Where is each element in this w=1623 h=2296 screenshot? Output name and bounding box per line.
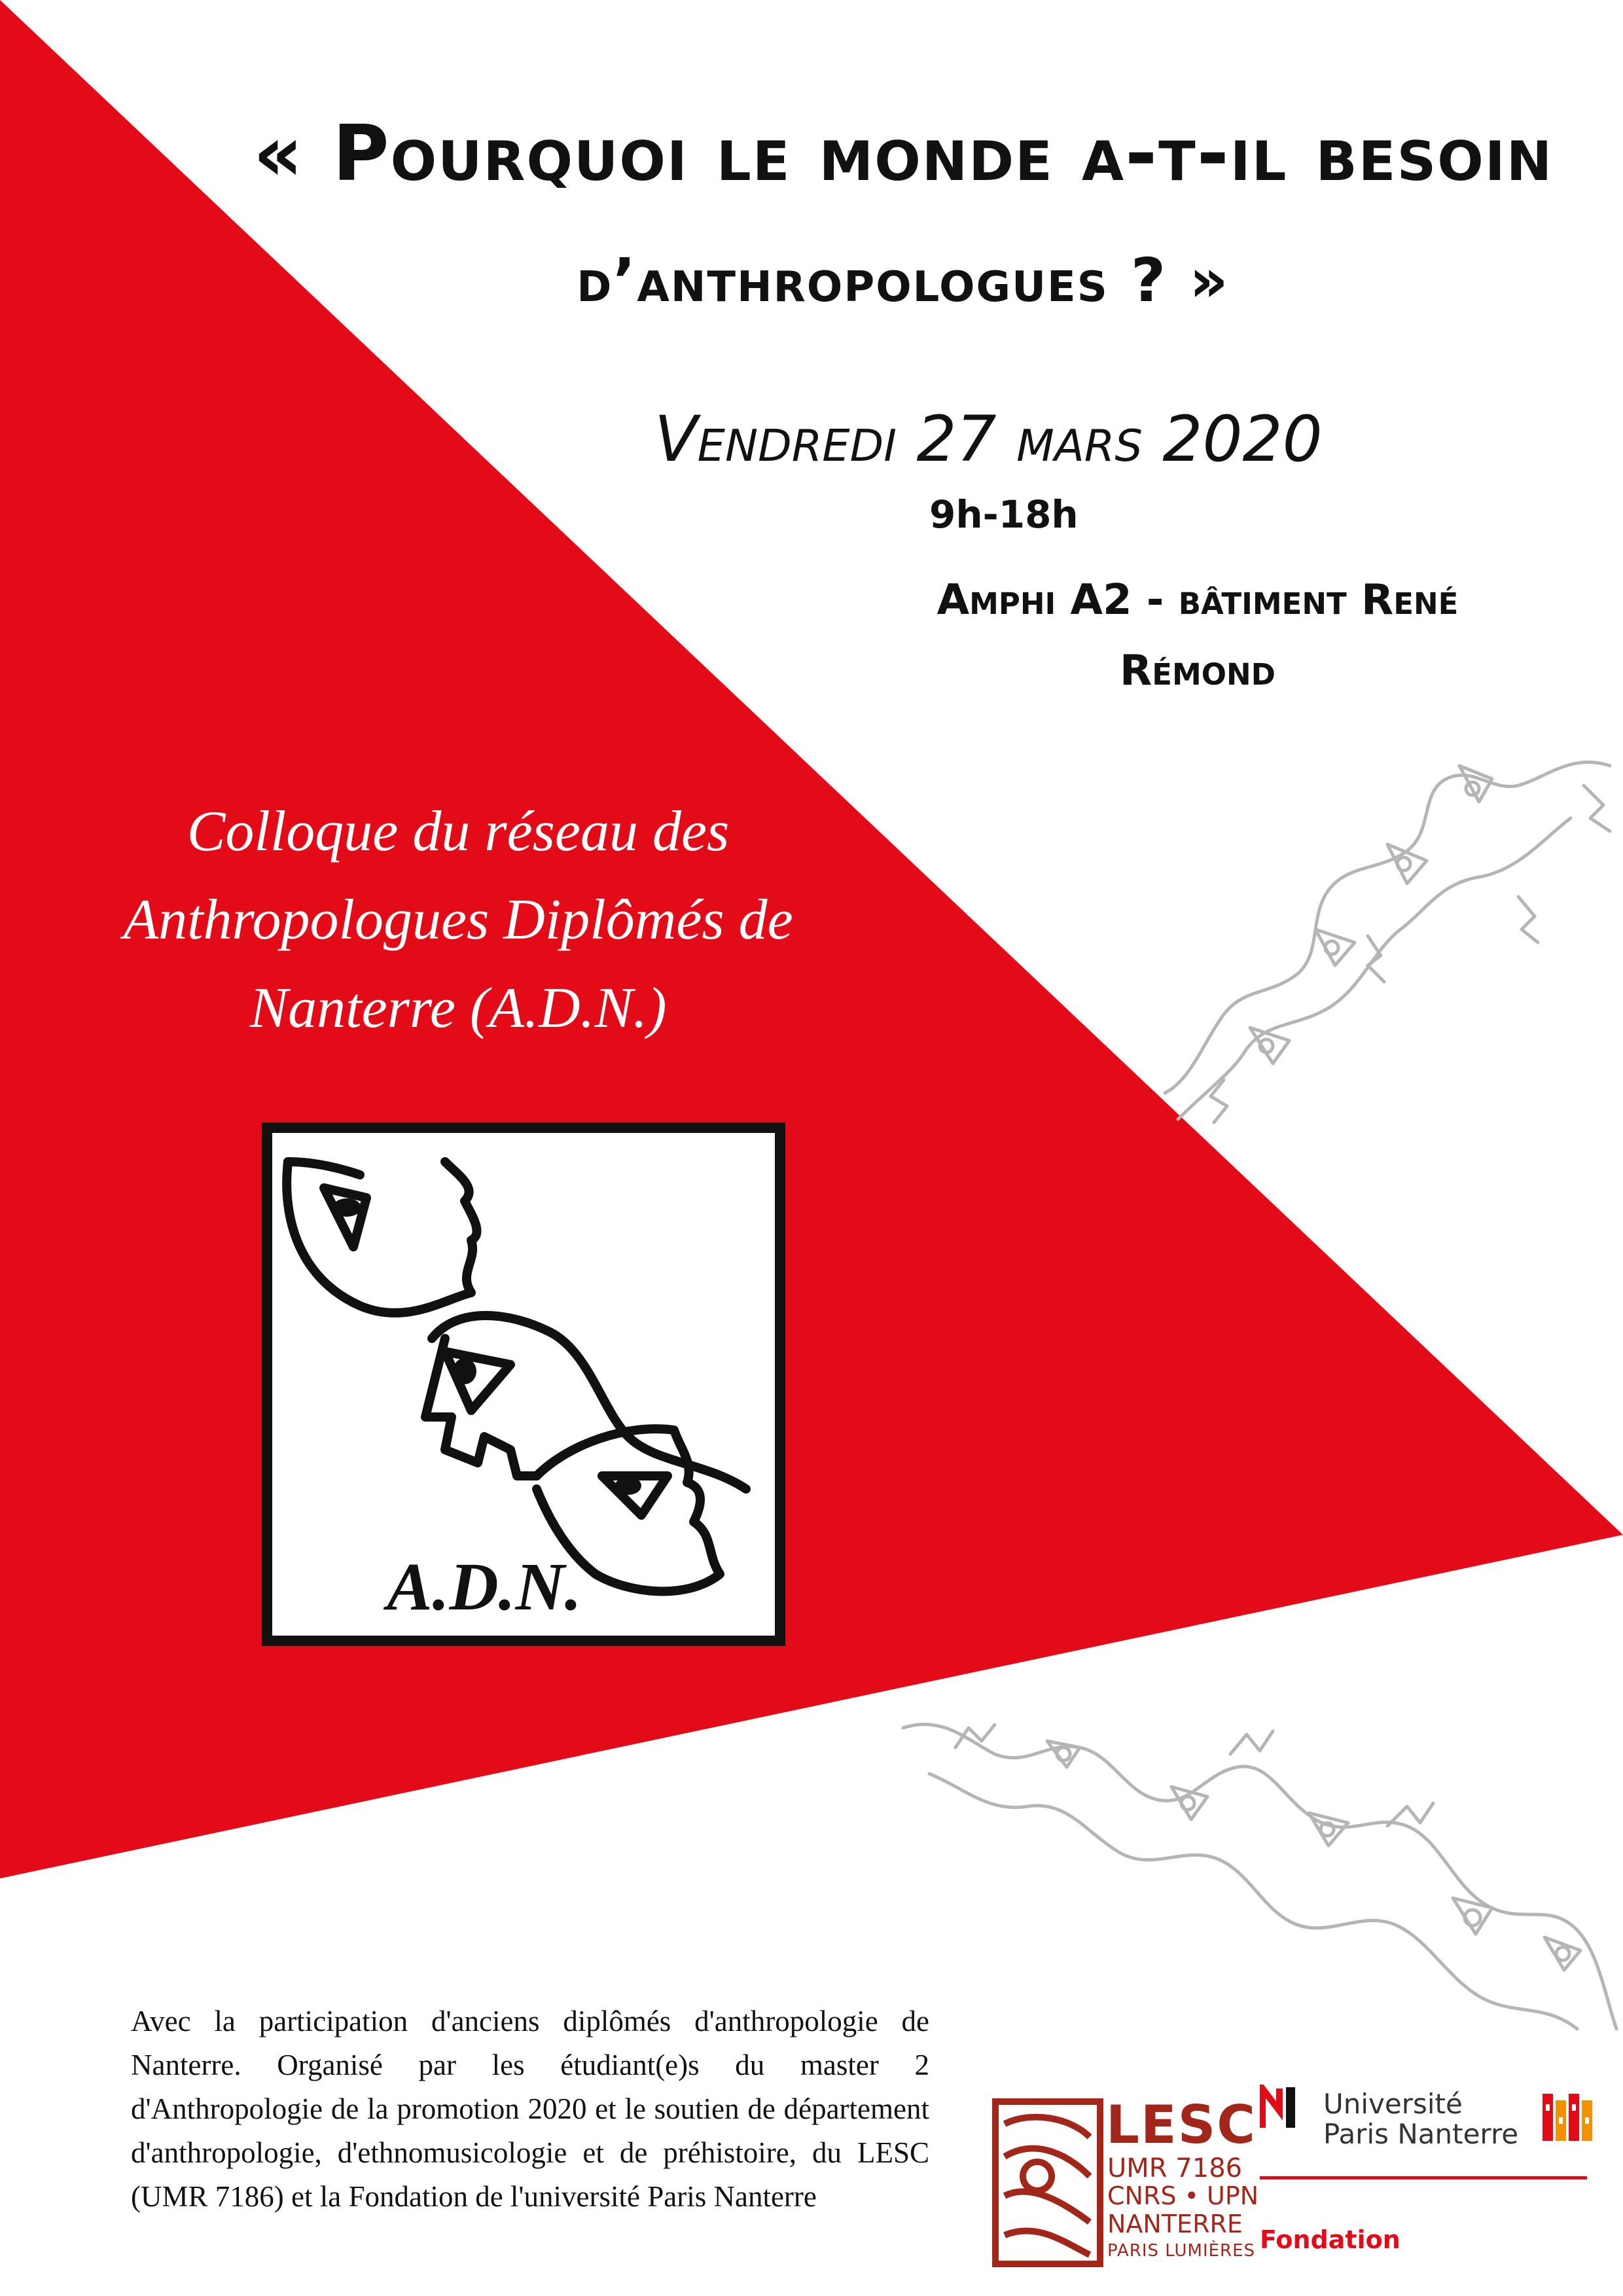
event-venue-line-2: Rémond bbox=[1119, 647, 1276, 695]
lesc-paris-lumieres: PARIS LUMIÈRES bbox=[1107, 2241, 1256, 2261]
lesc-title: LESC bbox=[1106, 2094, 1257, 2155]
event-hours: 9h-18h bbox=[929, 492, 1079, 537]
upn-emblem-icon bbox=[1260, 2085, 1299, 2130]
colloque-text-line-3: Nanterre (A.D.N.) bbox=[249, 977, 667, 1040]
face-line-decoration-lower bbox=[890, 1689, 1623, 2081]
participation-paragraph: Avec la participation d'anciens diplômés d'anthropologie de Nanterre. Organisé par les étudiant(e)s du master 2 d'Anthropologie de la promotion 2020 et le soutien de département d'anthropologie, d'ethnomusicologie et de préhistoire, du LESC (UMR 7186) et la Fondation de l'université Paris Nanterre bbox=[131, 2005, 929, 2213]
colloque-text-line-1: Colloque du réseau des bbox=[187, 800, 730, 863]
upn-bars-icon bbox=[1541, 2091, 1594, 2144]
face-line-decoration-upper bbox=[1152, 740, 1623, 1132]
poster-title-line-2: d’anthropologues ? » bbox=[577, 245, 1230, 315]
upn-name-line-1: Université bbox=[1323, 2088, 1463, 2120]
upn-name-line-2: Paris Nanterre bbox=[1323, 2118, 1519, 2150]
adn-logo-label: A.D.N. bbox=[387, 1549, 582, 1624]
lesc-umr: UMR 7186 bbox=[1107, 2153, 1243, 2183]
upn-divider bbox=[1260, 2176, 1587, 2179]
lesc-nanterre: NANTERRE bbox=[1107, 2210, 1243, 2238]
event-venue-line-1: Amphi A2 - bâtiment René bbox=[936, 576, 1459, 624]
lesc-cnrs-upn: CNRS • UPN bbox=[1107, 2181, 1259, 2210]
upn-fondation: Fondation bbox=[1260, 2225, 1400, 2254]
colloque-text-line-2: Anthropologues Diplômés de bbox=[123, 888, 793, 952]
poster-title-line-1: « Pourquoi le monde a-t-il besoin bbox=[253, 108, 1554, 198]
event-date: Vendredi 27 mars 2020 bbox=[654, 403, 1323, 476]
